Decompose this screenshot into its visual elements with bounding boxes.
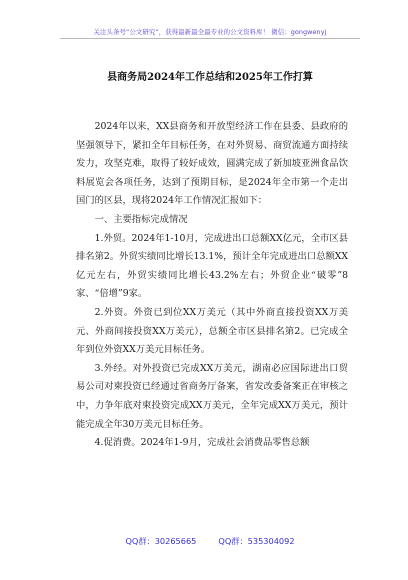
- document-title: 县商务局2024年工作总结和2025年工作打算: [107, 72, 313, 83]
- footer: [60, 536, 360, 547]
- paragraph-foreign-investment: 2.外资。外资已到位XX万美元（其中外商直接投资XX万美元、外商间接投资XX万美元），总额全市区县排名第2。已完成全年到位外资XX万美元目标任务。: [76, 306, 348, 356]
- header-note: 关注头条号“公文研究”，获得最新最全最专业的公文资料库！ 微信：gongwenyj: [93, 28, 327, 36]
- paragraph-outward-investment: 3.外经。对外投资已完成XX万美元，湖南必应国际进出口贸易公司对柬投资已经通过省商务厅备案，省发改委备案正在审核之中，力争年底对柬投资完成XX万美元，全年完成XX万美元，预计能完成全年30万美元目标任务。: [76, 362, 348, 430]
- footer-qq-group-1: QQ群：30265665: [125, 536, 197, 546]
- section-heading: 一、主要指标完成情况: [94, 213, 188, 225]
- header-divider: [60, 38, 360, 39]
- document-body: [76, 118, 348, 453]
- footer-qq-group-2: QQ群：535304092: [218, 536, 295, 546]
- paragraph-foreign-trade: 1.外贸。2024年1-10月，完成进出口总额XX亿元，全市区县排名第2。外贸实绩同比增长13.1%，预计全年完成进出口总额XX亿元左右，外贸实绩同比增长43.2%左右；外贸企业“破零”8家、“倍增”9家。: [76, 232, 348, 300]
- paragraph-intro: 2024年以来，XX县商务和开放型经济工作在县委、县政府的坚强领导下，紧扣全年目标任务，在对外贸易、商贸流通方面持续发力，攻坚克难，取得了较好成效，圆满完成了新加坡亚洲食品饮料展览会各项任务，达到了预期目标，是2024年全市第一个走出国门的区县，现将2024年工作情况汇报如下：: [76, 121, 348, 207]
- paragraph-consumption: 4.促消费。2024年1-9月，完成社会消费品零售总额: [94, 437, 310, 449]
